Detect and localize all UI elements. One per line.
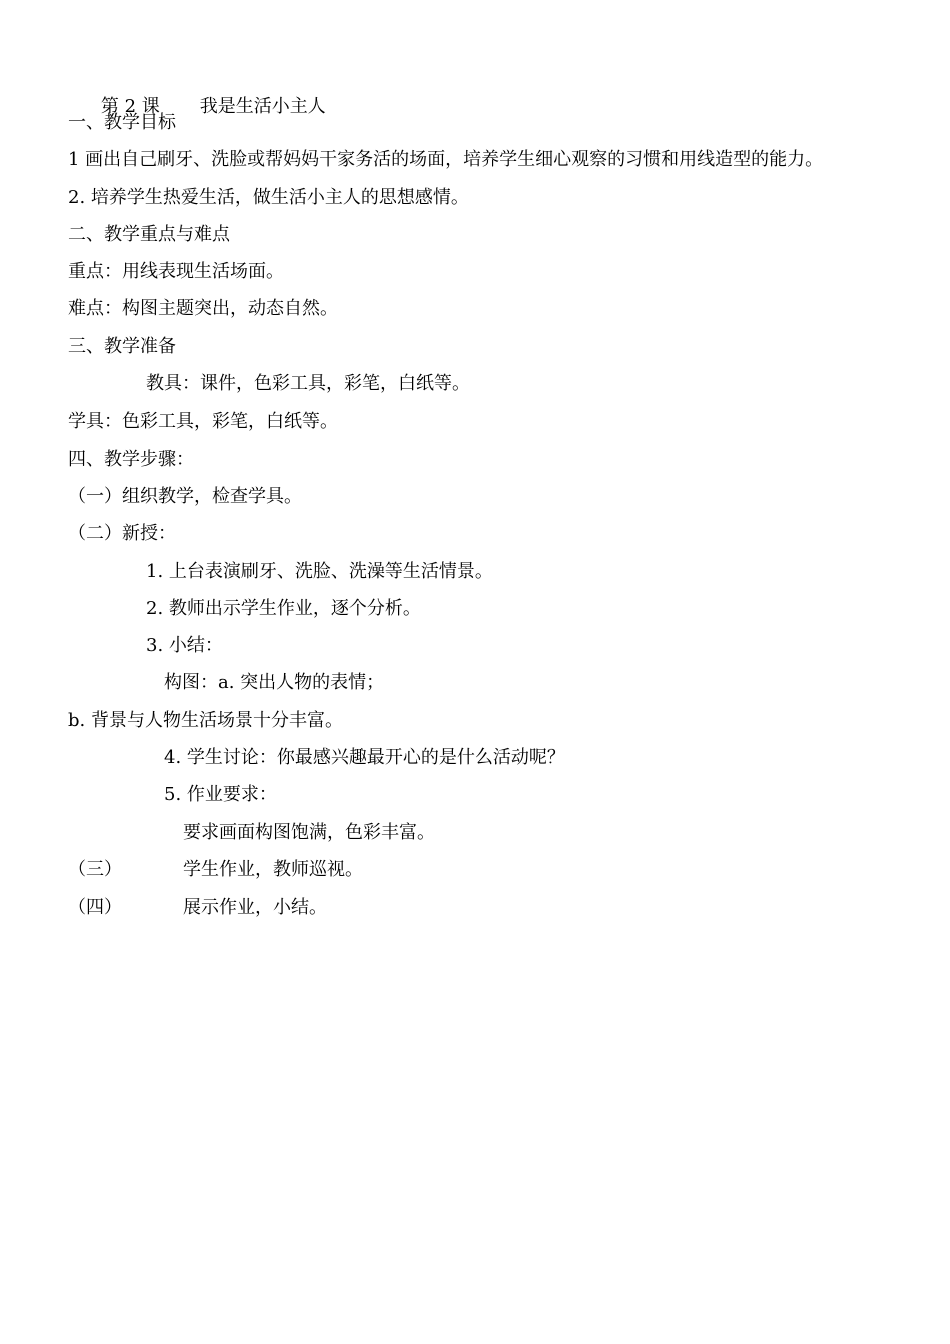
step-2-item-3a: 构图：a. 突出人物的表情； [164, 672, 385, 693]
objective-2: 2. 培养学生热爱生活，做生活小主人的思想感情。 [68, 187, 469, 208]
objectives-heading: 一、教学目标 [68, 112, 176, 133]
steps-heading: 四、教学步骤： [68, 449, 194, 470]
step-2-item-5-detail: 要求画面构图饱满，色彩丰富。 [183, 822, 435, 843]
step-2-item-5: 5. 作业要求： [164, 784, 277, 805]
step-2: （二）新授： [68, 523, 176, 544]
keypoints-heading: 二、教学重点与难点 [68, 224, 230, 245]
step-2-item-1: 1. 上台表演刷牙、洗脸、洗澡等生活情景。 [146, 561, 493, 582]
step-2-item-2: 2. 教师出示学生作业，逐个分析。 [146, 598, 421, 619]
student-tools: 学具：色彩工具，彩笔，白纸等。 [68, 411, 338, 432]
step-2-item-4: 4. 学生讨论：你最感兴趣最开心的是什么活动呢？ [164, 747, 565, 768]
lesson-name: 我是生活小主人 [199, 96, 326, 117]
teacher-tools: 教具：课件，色彩工具，彩笔，白纸等。 [146, 373, 470, 394]
lesson-number: 第 2 课 [100, 96, 160, 117]
step-2-item-3: 3. 小结： [146, 635, 223, 656]
step-3-label: （三） [68, 859, 122, 880]
step-2-item-3b: b. 背景与人物生活场景十分丰富。 [68, 710, 343, 731]
step-1: （一）组织教学，检查学具。 [68, 486, 302, 507]
step-3-text: 学生作业，教师巡视。 [183, 859, 363, 880]
objective-1: 1 画出自己刷牙、洗脸或帮妈妈干家务活的场面，培养学生细心观察的习惯和用线造型的能力。 [68, 149, 824, 170]
difficulty: 难点：构图主题突出，动态自然。 [68, 298, 338, 319]
prep-heading: 三、教学准备 [68, 336, 176, 357]
step-4-text: 展示作业，小结。 [183, 897, 327, 918]
step-4-label: （四） [68, 897, 122, 918]
keypoint: 重点：用线表现生活场面。 [68, 261, 284, 282]
